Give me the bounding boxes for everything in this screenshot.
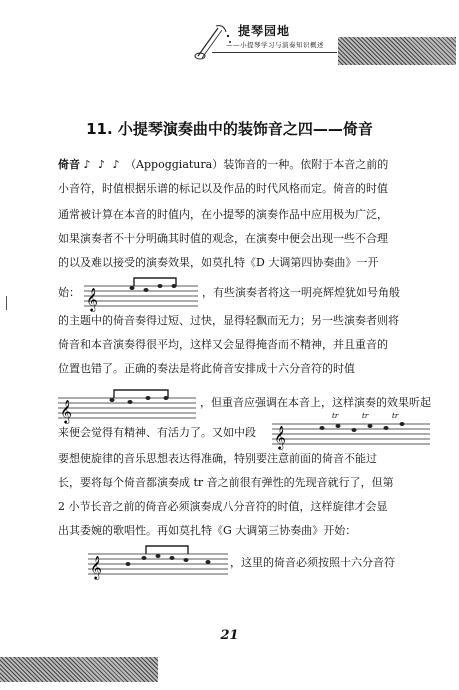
svg-text:tr: tr — [392, 412, 399, 420]
header-rule — [212, 52, 337, 53]
svg-text:𝄞: 𝄞 — [60, 399, 72, 423]
header-decoration-bar — [338, 37, 456, 65]
paragraph-line: 的主题中的倚音奏得过短、过快，显得轻飘而无力；另一些演奏者则将 — [58, 314, 399, 327]
paragraph-line: 小音符，时值根据乐谱的标记以及作品的时代风格而定。倚音的时值 — [58, 182, 388, 195]
chapter-title: 11. 小提琴演奏曲中的装饰音之四——倚音 — [86, 120, 373, 138]
music-staff-example-2 — [58, 384, 196, 424]
svg-text:tr: tr — [362, 412, 369, 420]
svg-text:tr: tr — [332, 412, 339, 420]
paragraph-line: 要想使旋律的音乐思想表达得准确，特别要注意前面的倚音不能过 — [58, 452, 377, 465]
paragraph-line: 通常被计算在本音的时值内，在小提琴的演奏作品中应用极为广泛， — [58, 208, 388, 221]
page-number: 21 — [220, 628, 239, 643]
note-symbols: ♪ ♪ ♪ — [83, 158, 122, 171]
margin-mark — [6, 296, 7, 310]
music-staff-example-1 — [84, 272, 198, 312]
paragraph-line: ，有些演奏者将这一明亮辉煌犹如号角般 — [202, 286, 400, 299]
paragraph-line: 如果演奏者不十分明确其时值的观念，在演奏中便会出现一些不合理 — [58, 232, 388, 245]
paragraph-line: 的以及难以接受的演奏效果，如莫扎特《D 大调第四协奏曲》一开 — [58, 256, 379, 269]
paragraph-line: 始： — [58, 286, 80, 299]
paragraph-line: 倚音和本音演奏得很平均，这样又会显得掩沓而不精神，并且重音的 — [58, 338, 388, 351]
music-staff-example-3 — [272, 410, 430, 450]
paragraph-line: 来便会觉得有精神、有活力了。又如中段 — [58, 426, 256, 439]
header-title: 提琴园地 — [238, 24, 291, 38]
paragraph-line — [58, 158, 426, 172]
music-staff-example-4 — [88, 540, 228, 580]
paragraph-line: 出其委婉的歌唱性。再如莫扎特《G 大调第三协奏曲》开始： — [58, 524, 357, 537]
svg-text:𝄞: 𝄞 — [86, 287, 98, 311]
paragraph-line: ，这里的倚音必须按照十六分音符 — [230, 556, 395, 569]
svg-text:𝄞: 𝄞 — [274, 425, 286, 449]
paragraph-line: 2 小节长音之前的倚音必须演奏成八分音符的时值，这样旋律才会显 — [58, 500, 388, 513]
term-appoggiatura: 倚音 — [58, 158, 80, 171]
paragraph-line: 位置也错了。正确的奏法是将此倚音安排成十六分音符的时值 — [58, 362, 355, 375]
paragraph-line: 长，要将每个倚音都演奏成 tr 音之前很有弹性的先现音就行了，但第 — [58, 476, 394, 489]
paragraph-line: ，但重音应强调在本音上，这样演奏的效果听起 — [200, 396, 431, 409]
header-subtitle: ——小提琴学习与演奏知识概述 — [226, 41, 324, 49]
line-text: （Appoggiatura）装饰音的一种。依附于本音之前的 — [125, 158, 389, 171]
footer-decoration-bar — [0, 657, 158, 682]
svg-text:𝄞: 𝄞 — [90, 555, 102, 579]
